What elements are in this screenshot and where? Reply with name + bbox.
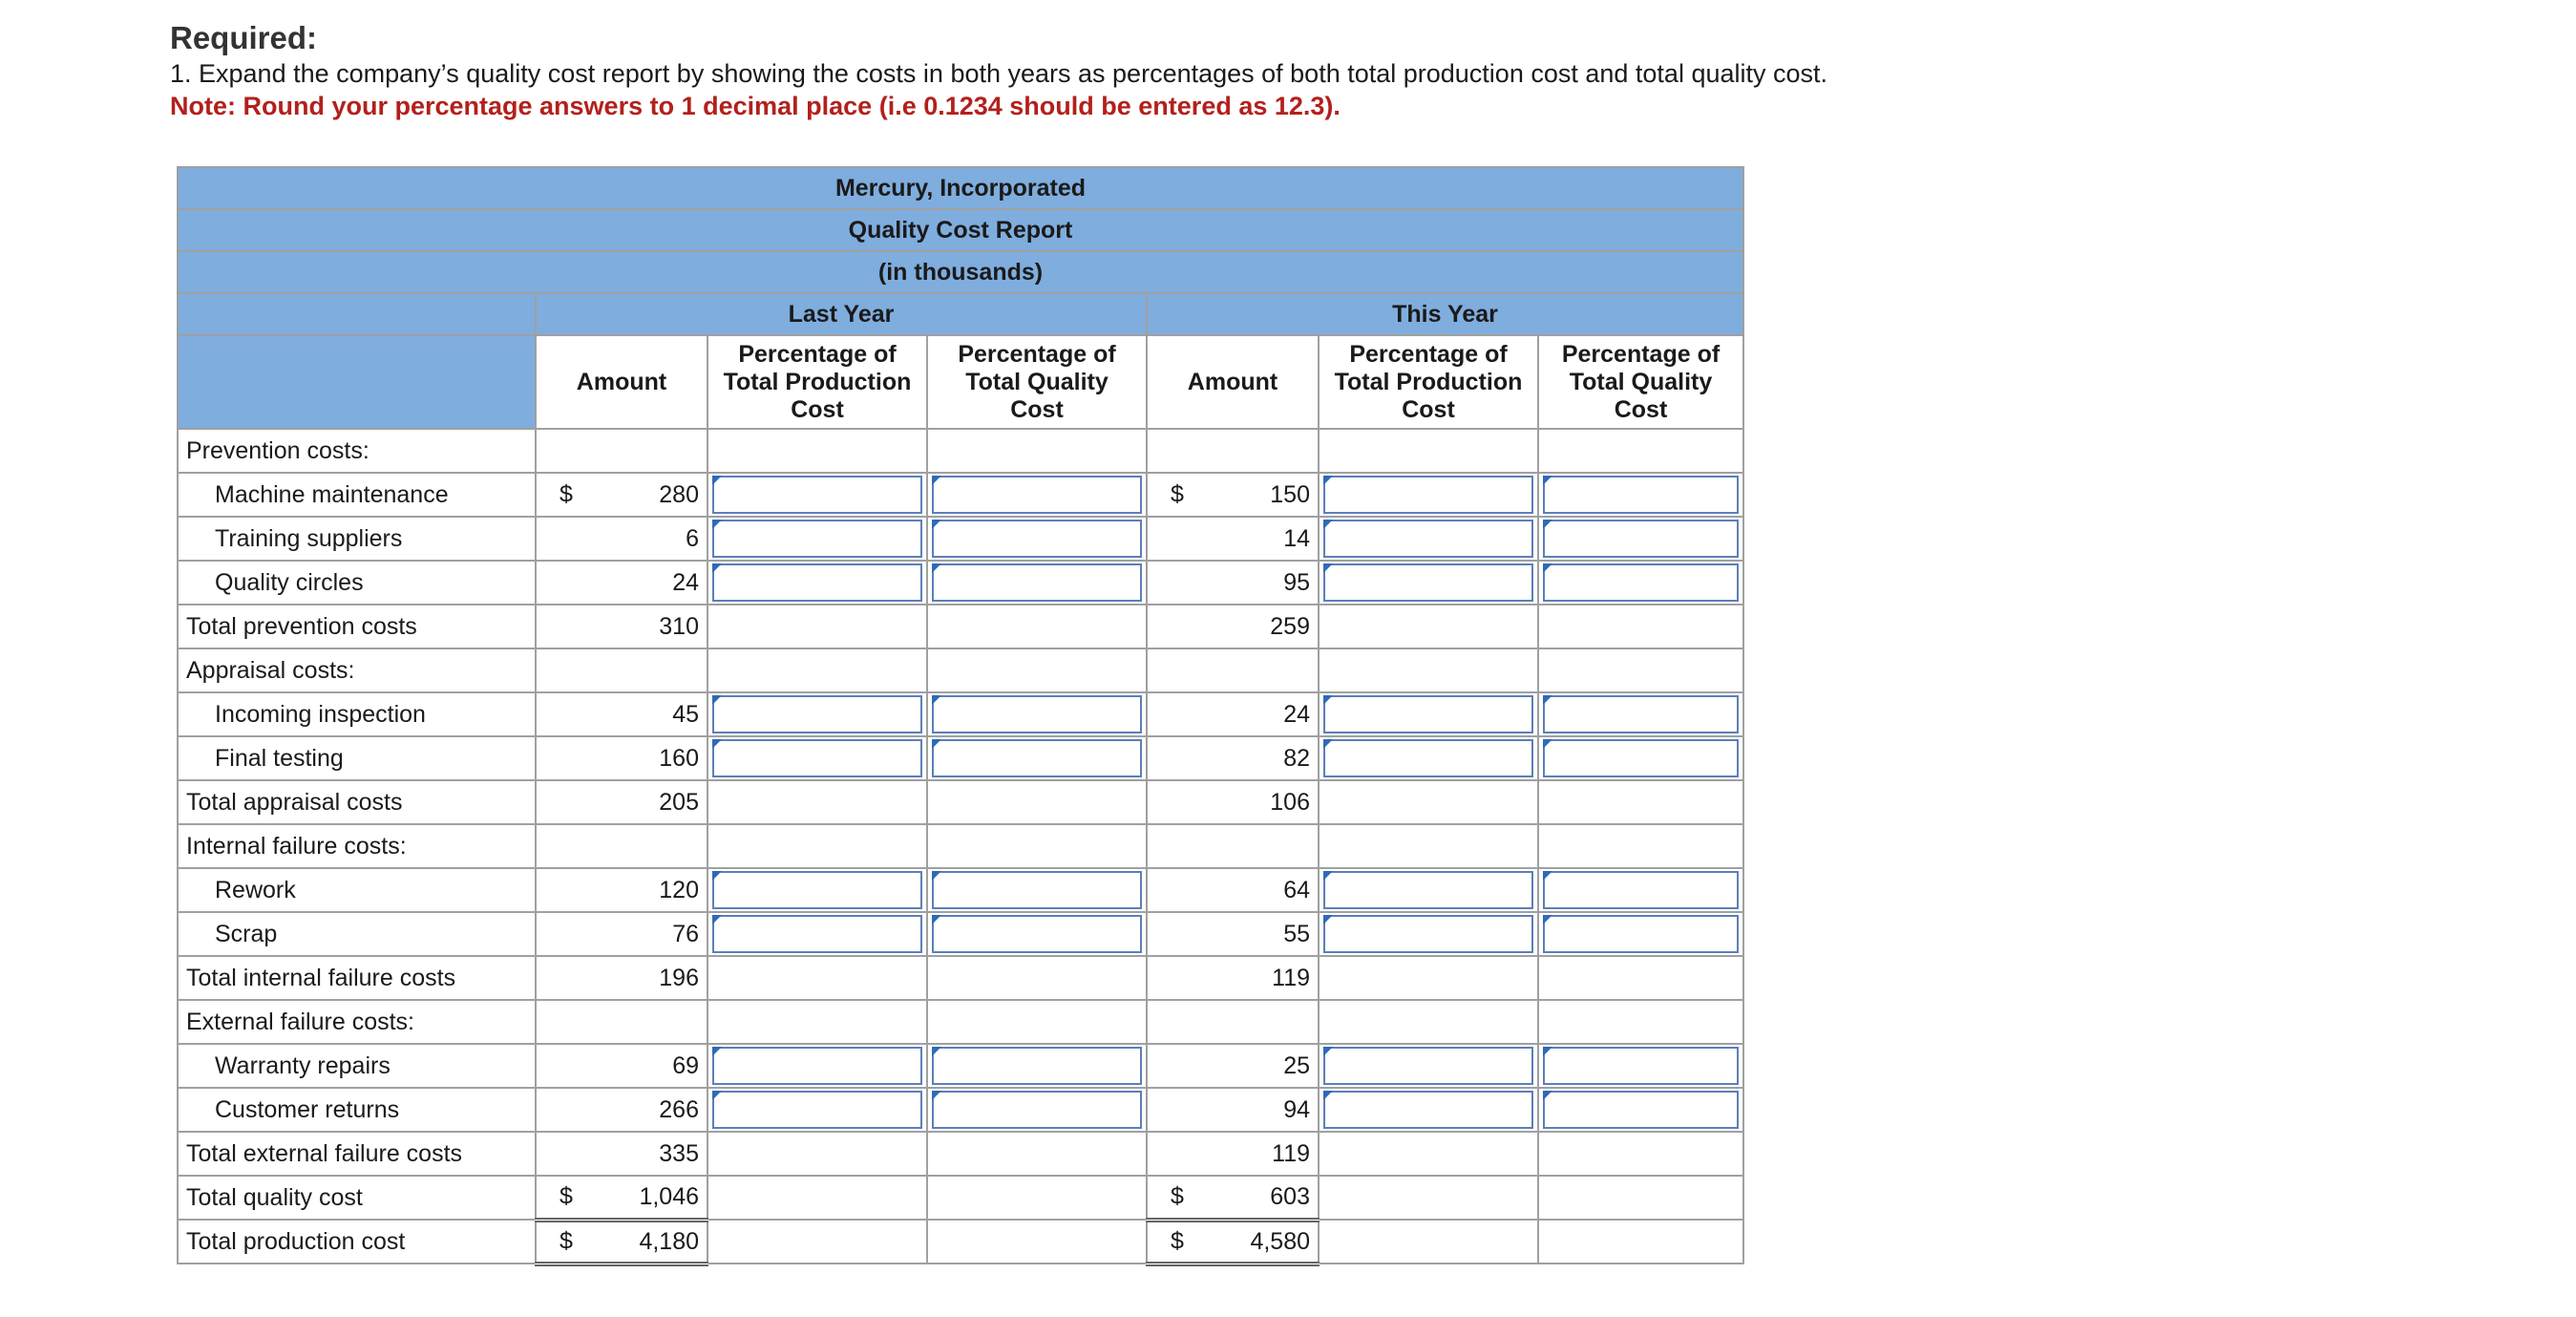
section-row [178, 824, 1743, 868]
amount-value: 69 [672, 1051, 699, 1079]
amount-value: 259 [1270, 612, 1310, 640]
amount-value: 76 [672, 920, 699, 947]
empty-cell [1147, 1000, 1319, 1044]
this-year-header: This Year [1147, 293, 1743, 335]
this-year-amount-header: Amount [1147, 335, 1319, 429]
percentage-input[interactable] [1543, 1091, 1739, 1129]
last-year-amount-cell [536, 473, 707, 517]
currency-symbol: $ [1171, 1227, 1184, 1255]
empty-cell [707, 1000, 927, 1044]
this-year-pct-production-cell [1319, 912, 1538, 956]
percentage-input[interactable] [1323, 695, 1533, 733]
last-year-amount-cell [536, 780, 707, 824]
percentage-input[interactable] [712, 739, 922, 777]
percentage-input[interactable] [932, 1091, 1142, 1129]
empty-cell [927, 429, 1147, 473]
last-year-pct-production-cell [707, 517, 927, 561]
amount-value: 196 [659, 964, 699, 991]
table-row [178, 561, 1743, 605]
amount-value: 4,180 [639, 1227, 699, 1255]
percentage-input[interactable] [932, 1047, 1142, 1085]
percentage-input[interactable] [712, 915, 922, 953]
empty-cell [927, 648, 1147, 692]
row-label: Total internal failure costs [178, 956, 536, 1000]
row-label: Total appraisal costs [178, 780, 536, 824]
empty-cell [1319, 1176, 1538, 1220]
empty-cell [536, 429, 707, 473]
row-label: Machine maintenance [178, 473, 536, 517]
table-row [178, 1044, 1743, 1088]
empty-cell [1538, 429, 1743, 473]
this-year-amount-cell [1147, 868, 1319, 912]
amount-value: 205 [659, 788, 699, 816]
last-year-amount-cell [536, 912, 707, 956]
amount-value: 95 [1283, 568, 1310, 596]
row-label: Rework [178, 868, 536, 912]
percentage-input[interactable] [932, 563, 1142, 602]
last-year-amount-cell [536, 561, 707, 605]
row-label: Total external failure costs [178, 1132, 536, 1176]
empty-cell [1538, 824, 1743, 868]
percentage-input[interactable] [1543, 739, 1739, 777]
last-year-header: Last Year [536, 293, 1147, 335]
amount-value: 82 [1283, 744, 1310, 772]
this-year-amount-cell [1147, 1220, 1319, 1264]
empty-cell [1538, 1220, 1743, 1264]
row-label: Quality circles [178, 561, 536, 605]
amount-value: 335 [659, 1139, 699, 1167]
total-row [178, 956, 1743, 1000]
percentage-input[interactable] [1323, 520, 1533, 558]
last-year-amount-cell [536, 956, 707, 1000]
empty-cell [1319, 956, 1538, 1000]
last-year-pct-quality-cell [927, 692, 1147, 736]
last-year-pct-quality-cell [927, 517, 1147, 561]
this-year-amount-cell [1147, 956, 1319, 1000]
last-year-pct-production-cell [707, 1088, 927, 1132]
this-year-amount-cell [1147, 780, 1319, 824]
last-year-pct-production-cell [707, 912, 927, 956]
empty-cell [536, 1000, 707, 1044]
empty-cell [1319, 605, 1538, 648]
empty-cell [1147, 648, 1319, 692]
table-row [178, 912, 1743, 956]
last-year-pct-production-cell [707, 868, 927, 912]
last-year-amount-cell [536, 1044, 707, 1088]
percentage-input[interactable] [1323, 915, 1533, 953]
empty-cell [927, 1000, 1147, 1044]
this-year-amount-cell [1147, 736, 1319, 780]
empty-cell [927, 605, 1147, 648]
row-label: Training suppliers [178, 517, 536, 561]
amount-value: 94 [1283, 1095, 1310, 1123]
percentage-input[interactable] [1323, 476, 1533, 514]
last-year-amount-cell [536, 517, 707, 561]
rounding-note: Note: Round your percentage answers to 1 decimal place (i.e 0.1234 should be entered as 12.3). [170, 92, 1341, 120]
amount-value: 24 [672, 568, 699, 596]
empty-cell [707, 824, 927, 868]
empty-cell [1319, 824, 1538, 868]
last-year-pct-quality-header: Percentage of Total Quality Cost [927, 335, 1147, 429]
last-year-amount-cell [536, 868, 707, 912]
row-label: Total quality cost [178, 1176, 536, 1220]
empty-cell [707, 605, 927, 648]
percentage-input[interactable] [1543, 871, 1739, 909]
total-row [178, 1220, 1743, 1264]
row-label: Prevention costs: [178, 429, 536, 473]
last-year-pct-quality-cell [927, 736, 1147, 780]
percentage-input[interactable] [712, 1047, 922, 1085]
empty-cell [1538, 1132, 1743, 1176]
empty-cell [707, 1220, 927, 1264]
empty-cell [1319, 1000, 1538, 1044]
empty-cell [536, 648, 707, 692]
empty-cell [927, 1176, 1147, 1220]
percentage-input[interactable] [932, 739, 1142, 777]
amount-value: 1,046 [639, 1182, 699, 1210]
this-year-pct-quality-cell [1538, 912, 1743, 956]
empty-cell [1538, 605, 1743, 648]
currency-symbol: $ [560, 480, 573, 508]
amount-value: 119 [1272, 1139, 1310, 1167]
amount-value: 55 [1283, 920, 1310, 947]
percentage-input[interactable] [712, 563, 922, 602]
row-label: Customer returns [178, 1088, 536, 1132]
amount-value: 160 [659, 744, 699, 772]
row-label: Final testing [178, 736, 536, 780]
total-row [178, 1132, 1743, 1176]
percentage-input[interactable] [1323, 1091, 1533, 1129]
percentage-input[interactable] [712, 871, 922, 909]
this-year-pct-production-cell [1319, 1044, 1538, 1088]
row-label: Total prevention costs [178, 605, 536, 648]
amount-value: 150 [1270, 480, 1310, 508]
empty-cell [1319, 648, 1538, 692]
this-year-pct-production-cell [1319, 692, 1538, 736]
percentage-input[interactable] [1543, 476, 1739, 514]
currency-symbol: $ [560, 1182, 573, 1210]
this-year-pct-production-cell [1319, 868, 1538, 912]
percentage-input[interactable] [712, 520, 922, 558]
empty-cell [536, 824, 707, 868]
this-year-pct-quality-header: Percentage of Total Quality Cost [1538, 335, 1743, 429]
this-year-pct-production-cell [1319, 736, 1538, 780]
row-label: Incoming inspection [178, 692, 536, 736]
empty-cell [1147, 429, 1319, 473]
table-row [178, 473, 1743, 517]
row-label: Warranty repairs [178, 1044, 536, 1088]
this-year-pct-production-cell [1319, 473, 1538, 517]
this-year-amount-cell [1147, 473, 1319, 517]
last-year-amount-cell [536, 692, 707, 736]
this-year-pct-production-cell [1319, 517, 1538, 561]
empty-cell [707, 956, 927, 1000]
empty-cell [927, 956, 1147, 1000]
total-row [178, 780, 1743, 824]
row-label: External failure costs: [178, 1000, 536, 1044]
this-year-pct-quality-cell [1538, 692, 1743, 736]
this-year-pct-quality-cell [1538, 736, 1743, 780]
this-year-pct-production-cell [1319, 1088, 1538, 1132]
empty-cell [1538, 956, 1743, 1000]
last-year-amount-cell [536, 1132, 707, 1176]
last-year-amount-cell [536, 736, 707, 780]
amount-value: 14 [1283, 524, 1310, 552]
amount-value: 280 [659, 480, 699, 508]
this-year-amount-cell [1147, 517, 1319, 561]
company-name: Mercury, Incorporated [178, 167, 1743, 209]
empty-cell [707, 1176, 927, 1220]
percentage-input[interactable] [712, 695, 922, 733]
empty-cell [1538, 1000, 1743, 1044]
instruction-text: 1. Expand the company’s quality cost report by showing the costs in both years as percentages of both total production cost and total quality cost. [170, 59, 1828, 88]
last-year-amount-cell [536, 1088, 707, 1132]
empty-cell [1319, 429, 1538, 473]
currency-symbol: $ [560, 1227, 573, 1255]
this-year-pct-quality-cell [1538, 868, 1743, 912]
currency-symbol: $ [1171, 480, 1184, 508]
percentage-input[interactable] [1323, 739, 1533, 777]
table-row [178, 692, 1743, 736]
amount-value: 4,580 [1250, 1227, 1310, 1255]
last-year-pct-production-cell [707, 1044, 927, 1088]
table-row [178, 517, 1743, 561]
this-year-amount-cell [1147, 1176, 1319, 1220]
this-year-amount-cell [1147, 1132, 1319, 1176]
last-year-amount-cell [536, 1220, 707, 1264]
this-year-pct-quality-cell [1538, 1088, 1743, 1132]
amount-value: 45 [672, 700, 699, 728]
empty-cell [927, 824, 1147, 868]
amount-value: 25 [1283, 1051, 1310, 1079]
this-year-pct-production-cell [1319, 561, 1538, 605]
instructions [170, 19, 2366, 122]
last-year-pct-production-cell [707, 736, 927, 780]
empty-cell [1538, 1176, 1743, 1220]
percentage-input[interactable] [1323, 1047, 1533, 1085]
section-row [178, 429, 1743, 473]
this-year-amount-cell [1147, 605, 1319, 648]
last-year-pct-production-cell [707, 473, 927, 517]
currency-symbol: $ [1171, 1182, 1184, 1210]
empty-cell [1538, 780, 1743, 824]
empty-cell [1319, 1132, 1538, 1176]
percentage-input[interactable] [1543, 563, 1739, 602]
amount-value: 603 [1270, 1182, 1310, 1210]
last-year-amount-cell [536, 605, 707, 648]
percentage-input[interactable] [932, 695, 1142, 733]
report-units: (in thousands) [178, 251, 1743, 293]
last-year-pct-quality-cell [927, 473, 1147, 517]
empty-cell [927, 1132, 1147, 1176]
empty-cell [927, 1220, 1147, 1264]
percentage-input[interactable] [1543, 520, 1739, 558]
amount-value: 6 [686, 524, 699, 552]
this-year-pct-quality-cell [1538, 561, 1743, 605]
empty-cell [1538, 648, 1743, 692]
last-year-pct-quality-cell [927, 868, 1147, 912]
percentage-input[interactable] [1323, 871, 1533, 909]
amount-value: 266 [659, 1095, 699, 1123]
blank-header-cell [178, 293, 536, 335]
percentage-input[interactable] [1323, 563, 1533, 602]
last-year-amount-cell [536, 1176, 707, 1220]
this-year-amount-cell [1147, 912, 1319, 956]
percentage-input[interactable] [1543, 1047, 1739, 1085]
percentage-input[interactable] [1543, 695, 1739, 733]
this-year-pct-quality-cell [1538, 473, 1743, 517]
this-year-pct-quality-cell [1538, 517, 1743, 561]
section-row [178, 1000, 1743, 1044]
last-year-pct-quality-cell [927, 912, 1147, 956]
empty-cell [1147, 824, 1319, 868]
percentage-input[interactable] [932, 871, 1142, 909]
table-row [178, 1088, 1743, 1132]
percentage-input[interactable] [932, 476, 1142, 514]
row-label: Internal failure costs: [178, 824, 536, 868]
last-year-pct-quality-cell [927, 1044, 1147, 1088]
section-row [178, 648, 1743, 692]
empty-cell [927, 780, 1147, 824]
row-label: Scrap [178, 912, 536, 956]
this-year-pct-quality-cell [1538, 1044, 1743, 1088]
amount-value: 64 [1283, 876, 1310, 903]
amount-value: 120 [659, 876, 699, 903]
this-year-amount-cell [1147, 1088, 1319, 1132]
table-row [178, 868, 1743, 912]
quality-cost-report-table [177, 166, 1744, 1266]
empty-cell [1319, 780, 1538, 824]
percentage-input[interactable] [932, 915, 1142, 953]
empty-cell [707, 429, 927, 473]
last-year-pct-production-header: Percentage of Total Production Cost [707, 335, 927, 429]
last-year-pct-production-cell [707, 692, 927, 736]
empty-cell [1319, 1220, 1538, 1264]
last-year-pct-quality-cell [927, 561, 1147, 605]
percentage-input[interactable] [932, 520, 1142, 558]
empty-cell [707, 780, 927, 824]
last-year-pct-quality-cell [927, 1088, 1147, 1132]
total-row [178, 1176, 1743, 1220]
table-row [178, 736, 1743, 780]
this-year-amount-cell [1147, 1044, 1319, 1088]
percentage-input[interactable] [1543, 915, 1739, 953]
row-label: Appraisal costs: [178, 648, 536, 692]
percentage-input[interactable] [712, 1091, 922, 1129]
last-year-amount-header: Amount [536, 335, 707, 429]
empty-cell [707, 1132, 927, 1176]
this-year-pct-production-header: Percentage of Total Production Cost [1319, 335, 1538, 429]
last-year-pct-production-cell [707, 561, 927, 605]
amount-value: 119 [1272, 964, 1310, 991]
amount-value: 310 [659, 612, 699, 640]
report-title: Quality Cost Report [178, 209, 1743, 251]
amount-value: 24 [1283, 700, 1310, 728]
amount-value: 106 [1270, 788, 1310, 816]
row-label: Total production cost [178, 1220, 536, 1264]
empty-cell [707, 648, 927, 692]
total-row [178, 605, 1743, 648]
required-heading: Required: [170, 20, 318, 55]
this-year-amount-cell [1147, 561, 1319, 605]
percentage-input[interactable] [712, 476, 922, 514]
this-year-amount-cell [1147, 692, 1319, 736]
blank-column-header [178, 335, 536, 429]
